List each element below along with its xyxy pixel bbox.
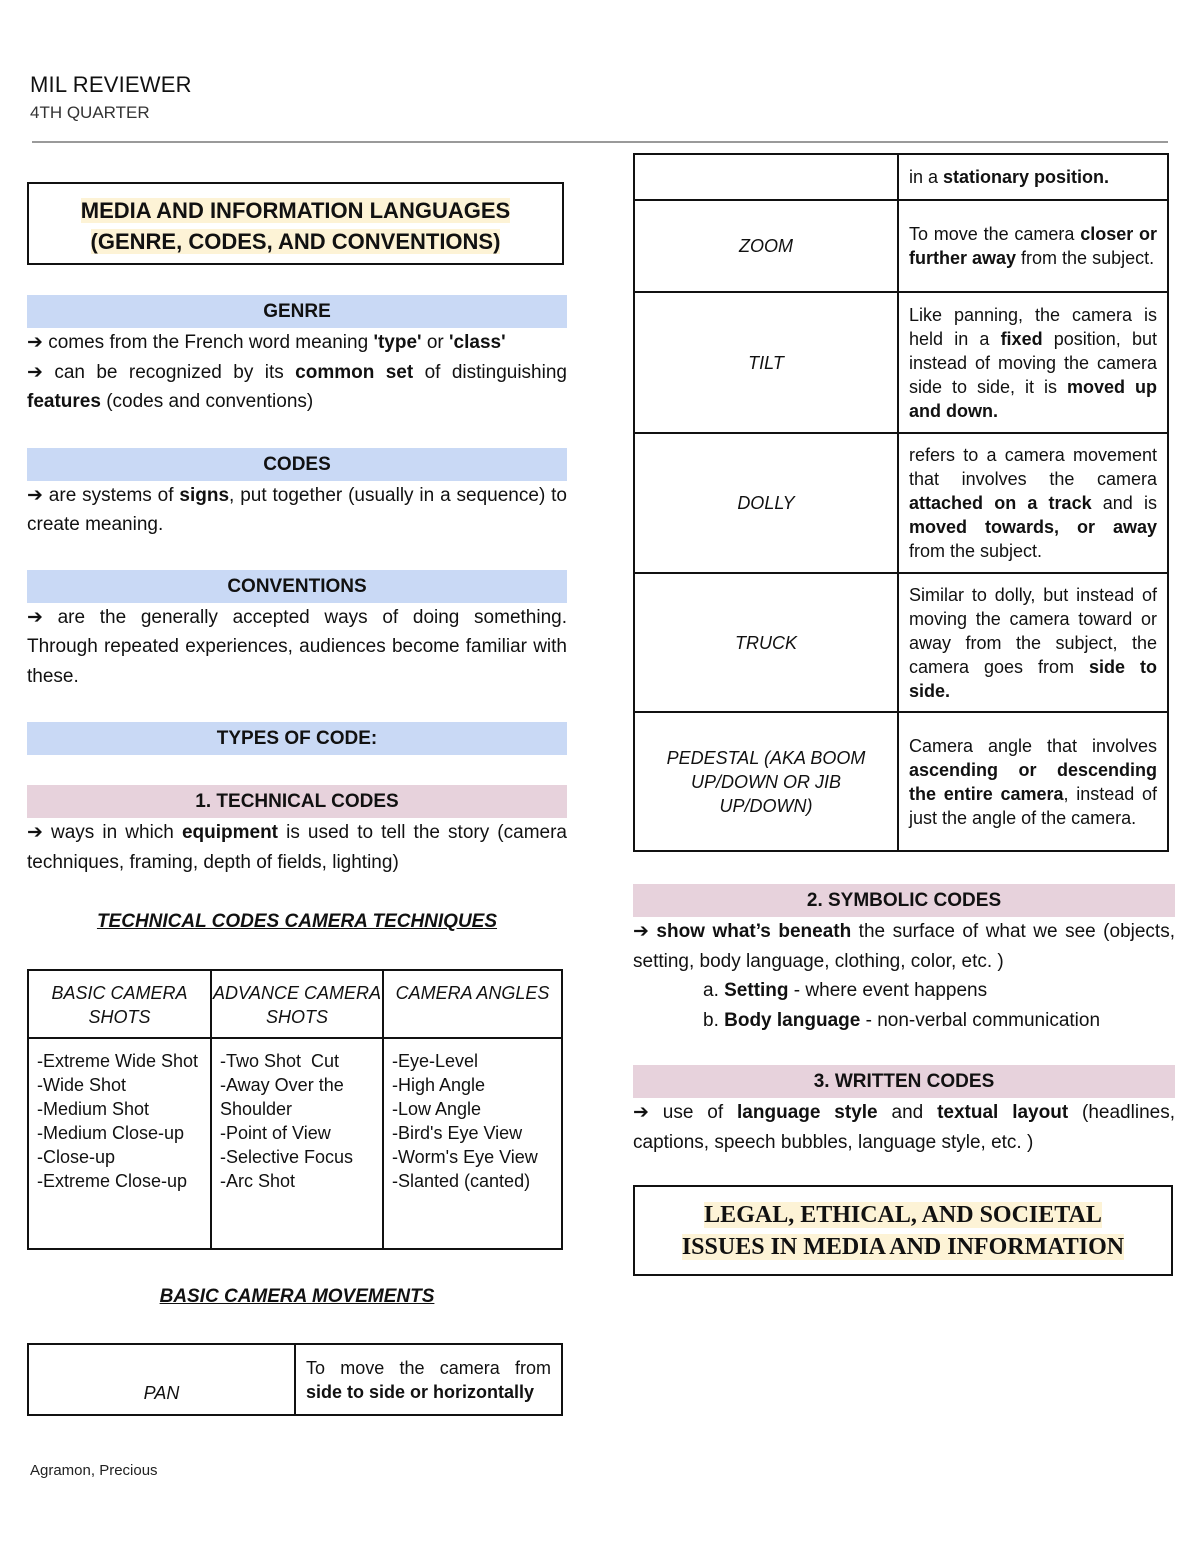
codes-heading: CODES — [27, 448, 567, 481]
list-item: -Worm's Eye View — [392, 1146, 538, 1167]
movement-desc-truck: Similar to dolly, but instead of moving the camera toward or away from the subject, the camera goes from side to side. — [898, 573, 1168, 712]
list-item: -Point of View — [220, 1122, 331, 1143]
list-item: -Medium Close-up — [37, 1122, 185, 1143]
basic-shots-cell — [28, 1038, 211, 1249]
movement-name-zoom: ZOOM — [634, 200, 898, 292]
genre-bullet-2: ➔ can be recognized by its common set of distinguishing features (codes and conventions) — [27, 361, 567, 412]
main-title-line2: (GENRE, CODES, AND CONVENTIONS) — [90, 229, 501, 254]
list-item: -Low Angle — [392, 1098, 482, 1119]
arrow-icon: ➔ — [27, 484, 43, 506]
camera-movements-title: BASIC CAMERA MOVEMENTS — [159, 1285, 435, 1307]
list-item: -Arc Shot — [220, 1170, 296, 1191]
types-of-code-heading: TYPES OF CODE: — [27, 722, 567, 755]
list-item: -Selective Focus — [220, 1146, 354, 1167]
list-item: -Wide Shot — [37, 1074, 127, 1095]
legal-title-line2: ISSUES IN MEDIA AND INFORMATION — [681, 1234, 1125, 1260]
right-column — [633, 153, 1175, 1276]
legal-title-line1: LEGAL, ETHICAL, AND SOCIETAL — [704, 1202, 1102, 1228]
left-column — [27, 182, 567, 1416]
advance-shots-cell — [211, 1038, 383, 1249]
list-item: -Away Over the Shoulder — [220, 1074, 344, 1119]
legal-issues-title-box — [633, 1185, 1173, 1276]
document-title: MIL REVIEWER — [30, 72, 192, 97]
movement-name-tilt: TILT — [634, 292, 898, 433]
list-item: -Two Shot Cut — [220, 1050, 340, 1071]
column-header-basic-shots: BASIC CAMERA SHOTS — [28, 970, 211, 1038]
main-title-box — [27, 182, 564, 265]
movement-desc-tilt: Like panning, the camera is held in a fixed position, but instead of moving the camera side to side, it is moved up and down. — [898, 292, 1168, 433]
movement-desc-continued: in a stationary position. — [898, 154, 1168, 200]
column-header-camera-angles: CAMERA ANGLES — [383, 970, 562, 1038]
conventions-bullet-1: ➔ are the generally accepted ways of doing something. Through repeated experiences, audiences become familiar with these. — [27, 606, 567, 687]
written-bullet-1: ➔ use of language style and textual layout (headlines, captions, speech bubbles, language style, etc. ) — [633, 1102, 1175, 1153]
main-title-line1: MEDIA AND INFORMATION LANGUAGES — [80, 198, 511, 223]
arrow-icon: ➔ — [27, 361, 43, 383]
symbolic-bullet-1: ➔ show what’s beneath the surface of what we see (objects, setting, body language, clothing, color, etc. ) — [633, 921, 1175, 972]
camera-techniques-title: TECHNICAL CODES CAMERA TECHNIQUES — [96, 911, 498, 932]
camera-techniques-table — [27, 969, 563, 1250]
document-subtitle: 4TH QUARTER — [30, 103, 150, 122]
arrow-icon: ➔ — [633, 1102, 649, 1123]
footer-author: Agramon, Precious — [30, 1462, 158, 1479]
movement-name-continued — [634, 154, 898, 200]
movement-desc-pan: To move the camera from side to side or horizontally — [295, 1344, 562, 1415]
arrow-icon: ➔ — [27, 822, 43, 843]
movement-name-dolly: DOLLY — [634, 433, 898, 573]
written-codes-heading: 3. WRITTEN CODES — [633, 1065, 1175, 1098]
list-item: -Bird's Eye View — [392, 1122, 523, 1143]
symbolic-codes-heading: 2. SYMBOLIC CODES — [633, 884, 1175, 917]
technical-bullet-1: ➔ ways in which equipment is used to tell the story (camera techniques, framing, depth of fields, lighting) — [27, 822, 567, 873]
movement-name-pan: PAN — [28, 1344, 295, 1415]
symbolic-item-b: b. Body language - non-verbal communication — [703, 1009, 1101, 1031]
list-item: -Medium Shot — [37, 1098, 150, 1119]
movement-name-truck: TRUCK — [634, 573, 898, 712]
codes-bullet-1: ➔ are systems of signs, put together (usually in a sequence) to create meaning. — [27, 484, 567, 535]
list-item: -Extreme Close-up — [37, 1170, 188, 1191]
genre-heading: GENRE — [27, 295, 567, 328]
conventions-heading: CONVENTIONS — [27, 570, 567, 603]
camera-angles-cell — [383, 1038, 562, 1249]
genre-bullet-1: ➔ comes from the French word meaning 'type' or 'class' — [27, 332, 506, 353]
camera-movements-table-start — [27, 1343, 563, 1416]
arrow-icon: ➔ — [27, 332, 43, 353]
movement-desc-dolly: refers to a camera movement that involves the camera attached on a track and is moved towards, or away from the subject. — [898, 433, 1168, 573]
list-item: -High Angle — [392, 1074, 486, 1095]
column-header-advance-shots: ADVANCE CAMERA SHOTS — [211, 970, 383, 1038]
arrow-icon: ➔ — [633, 921, 649, 942]
list-item: -Extreme Wide Shot — [37, 1050, 199, 1071]
arrow-icon: ➔ — [27, 606, 43, 628]
movement-name-pedestal: PEDESTAL (AKA BOOM UP/DOWN OR JIB UP/DOWN) — [634, 712, 898, 851]
movement-desc-zoom: To move the camera closer or further away from the subject. — [898, 200, 1168, 292]
list-item: -Eye-Level — [392, 1050, 479, 1071]
movement-desc-pedestal: Camera angle that involves ascending or descending the entire camera, instead of just the angle of the camera. — [898, 712, 1168, 851]
list-item: -Slanted (canted) — [392, 1170, 531, 1191]
list-item: -Close-up — [37, 1146, 116, 1167]
camera-movements-table-continued — [633, 153, 1169, 852]
symbolic-item-a: a. Setting - where event happens — [703, 980, 988, 1001]
technical-codes-heading: 1. TECHNICAL CODES — [27, 785, 567, 818]
header-divider — [32, 141, 1168, 143]
